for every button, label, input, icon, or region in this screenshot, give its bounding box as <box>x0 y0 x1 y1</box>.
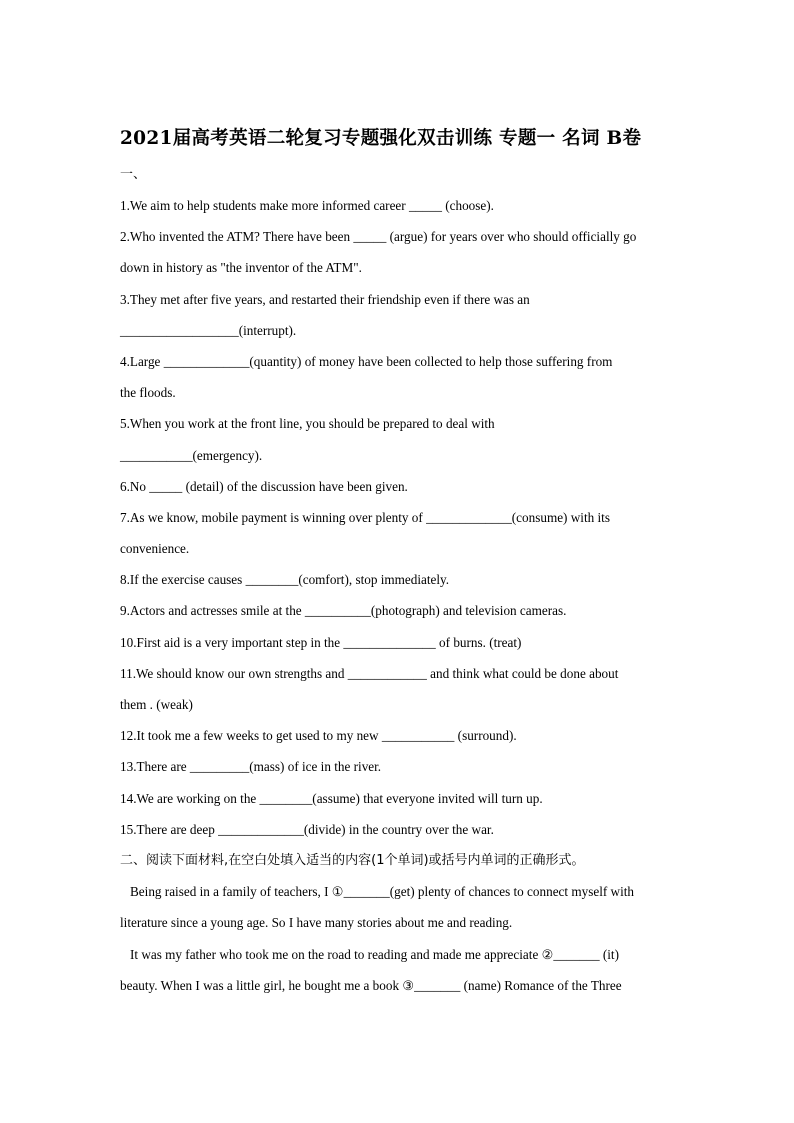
text-line: 13.There are _________(mass) of ice in the river. <box>120 759 382 775</box>
text-line: 10.First aid is a very important step in the ______________ of burns. (treat) <box>120 634 522 650</box>
text-line: 2.Who invented the ATM? There have been _____ (argue) for years over who should officially go <box>120 229 637 245</box>
text-line: 4.Large _____________(quantity) of money have been collected to help those suffering from <box>120 353 613 369</box>
text-line: the floods. <box>120 385 176 401</box>
text-line: 1.We aim to help students make more informed career _____ (choose). <box>120 198 494 213</box>
document-body <box>120 196 680 1007</box>
text-line: 3.They met after five years, and restarted their friendship even if there was an <box>120 291 530 307</box>
text-line: __________________(interrupt). <box>120 322 297 338</box>
text-line: 7.As we know, mobile payment is winning over plenty of _____________(consume) with its <box>120 509 610 525</box>
text-line: 15.There are deep _____________(divide) in the country over the war. <box>120 821 494 837</box>
text-line: them . (weak) <box>120 697 193 712</box>
text-line: 6.No _____ (detail) of the discussion have been given. <box>120 478 408 494</box>
text-line: 9.Actors and actresses smile at the __________(photograph) and television cameras. <box>120 603 567 619</box>
text-line: 8.If the exercise causes ________(comfort), stop immediately. <box>120 572 450 588</box>
passage-line: beauty. When I was a little girl, he bought me a book ③_______ (name) Romance of the Three <box>120 977 622 993</box>
passage-line: It was my father who took me on the road to reading and made me appreciate ②_______ (it) <box>130 946 619 962</box>
text-line: 11.We should know our own strengths and ____________ and think what could be done about <box>120 665 619 681</box>
passage-line: Being raised in a family of teachers, I ①_______(get) plenty of chances to connect myself with <box>130 884 634 900</box>
text-line: 12.It took me a few weeks to get used to my new ___________ (surround). <box>120 728 517 744</box>
section-one-mark: 一、 <box>120 167 147 182</box>
text-line: down in history as "the inventor of the ATM". <box>120 260 362 276</box>
section-two-heading: 二、阅读下面材料,在空白处填入适当的内容(1个单词)或括号内单词的正确形式。 <box>120 852 585 868</box>
page-title: 2021届高考英语二轮复习专题强化双击训练 专题一 名词 B卷 <box>120 128 642 149</box>
text-line: convenience. <box>120 541 190 557</box>
text-line: ___________(emergency). <box>120 447 263 463</box>
text-line: 5.When you work at the front line, you should be prepared to deal with <box>120 416 495 432</box>
passage-line: literature since a young age. So I have many stories about me and reading. <box>120 915 513 931</box>
text-line: 14.We are working on the ________(assume) that everyone invited will turn up. <box>120 790 543 806</box>
